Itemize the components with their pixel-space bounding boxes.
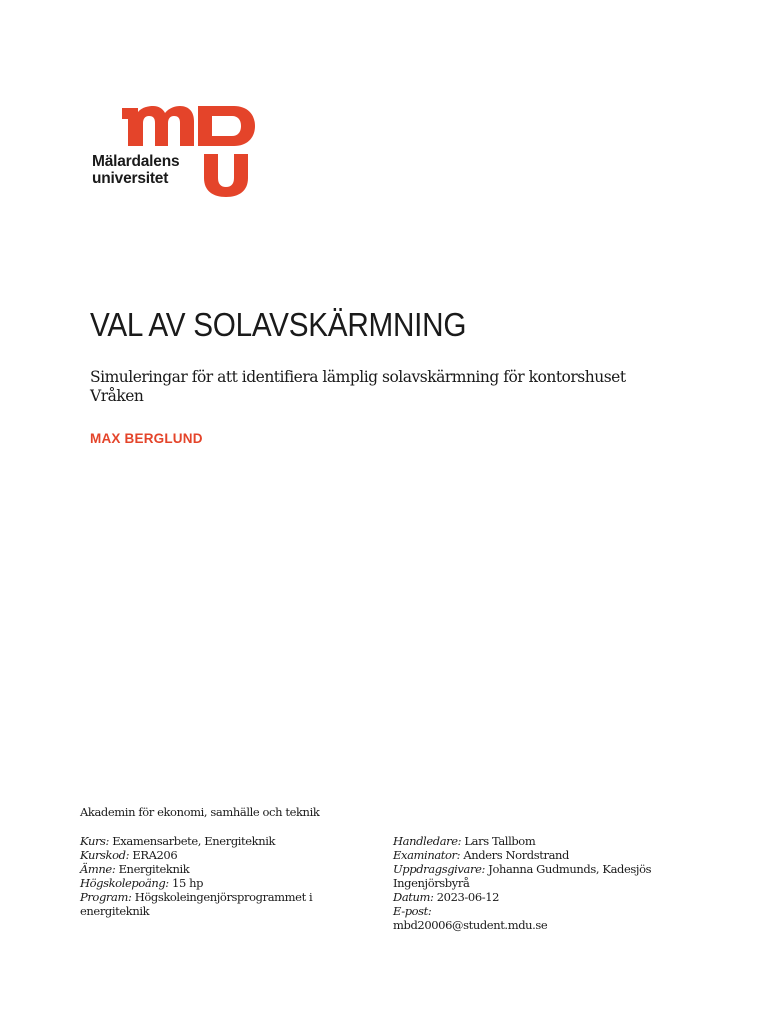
supervision-details xyxy=(393,834,693,932)
detail-label: Program: xyxy=(80,890,132,904)
detail-value: Energiteknik xyxy=(118,862,190,876)
university-name-line1: Mälardalens xyxy=(92,153,180,170)
detail-client xyxy=(393,862,693,890)
document-subtitle: Simuleringar för att identifiera lämplig solavskärmning för kontorshuset Vråken xyxy=(90,368,626,405)
detail-course-code xyxy=(80,848,360,862)
detail-label: Kurs: xyxy=(80,834,110,848)
detail-email xyxy=(393,904,693,918)
detail-value: 2023-06-12 xyxy=(436,890,500,904)
detail-label: Kurskod: xyxy=(80,848,130,862)
detail-value: Lars Tallbom xyxy=(464,834,536,848)
detail-label: E-post: xyxy=(393,904,432,918)
detail-label: Datum: xyxy=(393,890,434,904)
detail-date xyxy=(393,890,693,904)
detail-label: Uppdragsgivare: xyxy=(393,862,485,876)
detail-email-value[interactable] xyxy=(393,918,693,932)
university-logo xyxy=(92,106,262,198)
academy-name: Akademin för ekonomi, samhälle och teknik xyxy=(80,805,320,819)
detail-credits xyxy=(80,876,360,890)
document-title: VAL AV SOLAVSKÄRMNING xyxy=(90,306,467,343)
detail-examiner xyxy=(393,848,693,862)
university-name-line2: universitet xyxy=(92,170,169,187)
detail-value: Examensarbete, Energiteknik xyxy=(112,834,276,848)
email-link[interactable]: mbd20006@student.mdu.se xyxy=(393,918,548,932)
detail-label: Högskolepoäng: xyxy=(80,876,169,890)
detail-value: Johanna Gudmunds, Kadesjös Ingenjörsbyrå xyxy=(393,862,652,890)
detail-supervisor xyxy=(393,834,693,848)
detail-subject xyxy=(80,862,360,876)
university-name xyxy=(92,153,179,187)
course-details xyxy=(80,834,360,918)
detail-value: ERA206 xyxy=(132,848,178,862)
detail-value: Anders Nordstrand xyxy=(463,848,569,862)
detail-program xyxy=(80,890,360,918)
detail-label: Examinator: xyxy=(393,848,461,862)
detail-label: Ämne: xyxy=(80,862,116,876)
detail-value: 15 hp xyxy=(172,876,204,890)
detail-value: Högskoleingenjörsprogrammet i energiteknik xyxy=(80,890,313,918)
detail-label: Handledare: xyxy=(393,834,462,848)
detail-course xyxy=(80,834,360,848)
author-name: MAX BERGLUND xyxy=(90,431,203,446)
